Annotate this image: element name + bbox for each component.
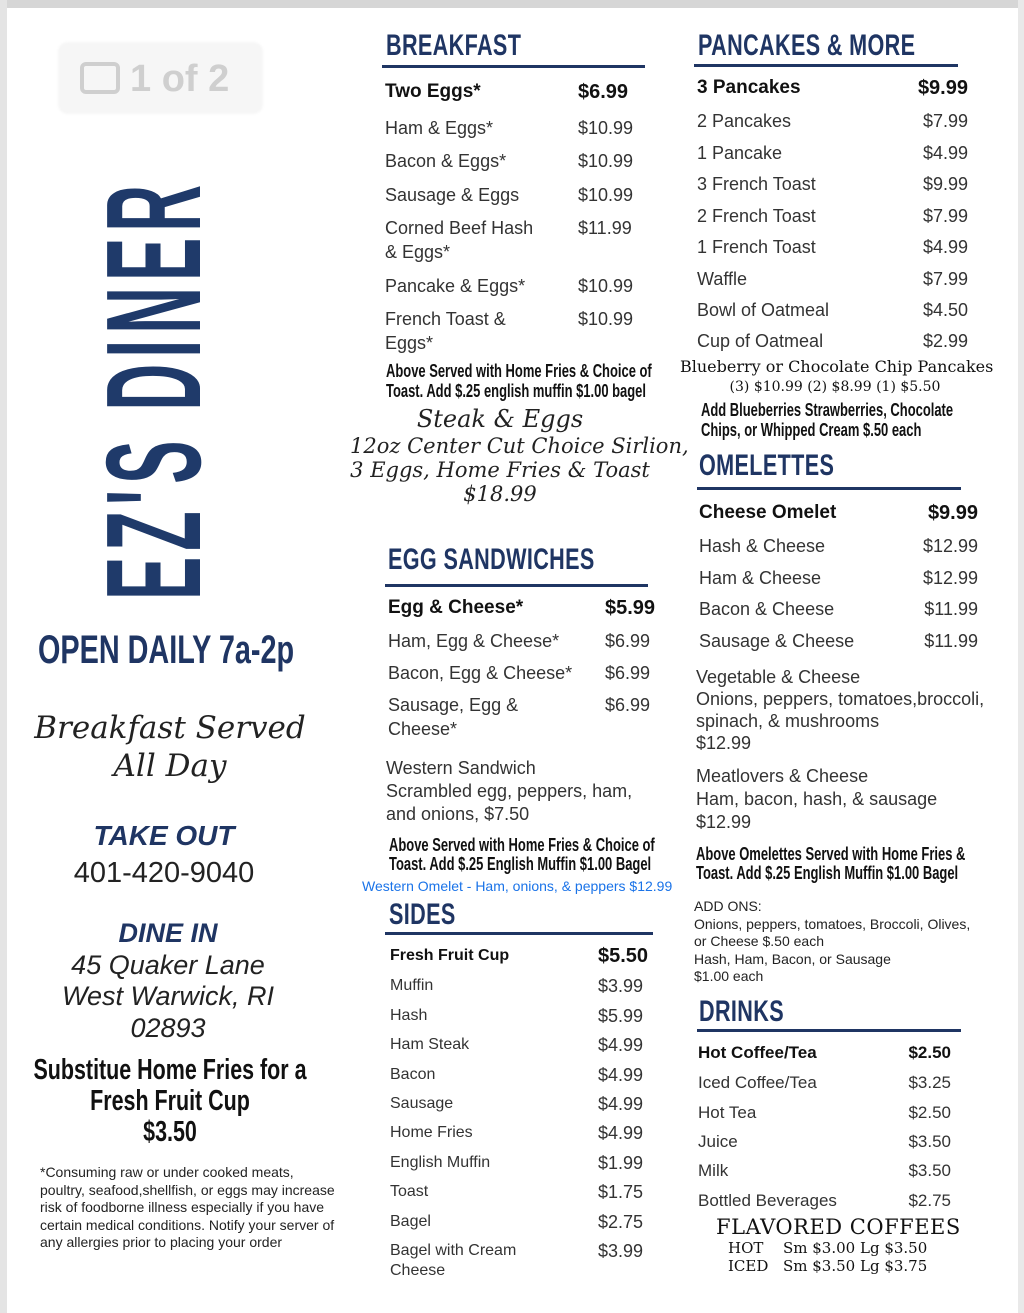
menu-item-price: $10.99 — [578, 185, 634, 205]
menu-item-name: 1 Pancake — [697, 143, 783, 163]
menu-item-name: Cup of Oatmeal — [697, 331, 824, 351]
menu-item-price: $11.99 — [924, 631, 978, 651]
menu-item-name: Ham Steak — [390, 1036, 470, 1053]
omelette-addons: or Cheese $.50 each — [694, 933, 824, 949]
flavored-type: ICED — [728, 1257, 769, 1275]
menu-item-name: Cheese Omelet — [699, 502, 837, 523]
menu-item-name: French Toast & Eggs* — [385, 309, 506, 353]
disclaimer-line: certain medical conditions. Notify your server of — [40, 1216, 335, 1233]
menu-item-name: Ham & Eggs* — [385, 118, 494, 138]
menu-item-name: Corned Beef Hash & Eggs* — [385, 218, 534, 262]
steak-and-eggs: 3 Eggs, Home Fries & Toast — [350, 458, 650, 482]
menu-item-price: $9.99 — [917, 77, 968, 99]
menu-item-price: $9.99 — [927, 502, 978, 524]
menu-item-price: $4.50 — [922, 300, 968, 320]
menu-item-name: Bagel — [390, 1213, 431, 1230]
menu-item-price: $7.99 — [922, 111, 968, 131]
menu-item-price: $6.99 — [605, 631, 651, 651]
flavored-type: HOT — [728, 1239, 764, 1257]
menu-item-price: $10.99 — [578, 276, 634, 296]
omelette-addons: Onions, peppers, tomatoes, Broccoli, Olives, — [694, 915, 971, 932]
omelette-note: Toast. Add $.25 English Muffin $1.00 Bagel — [696, 863, 959, 883]
menu-item-name: Bacon & Eggs* — [385, 151, 507, 171]
menu-item-name: English Muffin — [390, 1154, 491, 1171]
disclaimer-line: risk of foodborne illness especially if you have — [40, 1199, 325, 1215]
menu-item-price: $3.99 — [598, 1241, 644, 1261]
flavored-large-price: Lg $3.50 — [860, 1239, 928, 1257]
served-line-1: Breakfast Served — [34, 710, 306, 746]
window-right-border — [1018, 0, 1024, 1313]
menu-item-name: 3 French Toast — [697, 174, 816, 194]
substitute-line: Substitue Home Fries for a — [33, 1054, 307, 1086]
menu-item-price: $11.99 — [924, 599, 978, 619]
substitute-line: $3.50 — [143, 1116, 197, 1148]
section-title-omelettes: OMELETTES — [699, 449, 835, 482]
omelette-note: Above Omelettes Served with Home Fries & — [696, 844, 966, 864]
egg-sandwich-note: Toast. Add $.25 English Muffin $1.00 Bagel — [389, 854, 652, 874]
menu-item-name: Bowl of Oatmeal — [697, 300, 830, 320]
vegetable-omelet: Vegetable & Cheese — [696, 667, 861, 687]
breakfast-rule — [382, 65, 645, 68]
disclaimer-line: poultry, seafood,shellfish, or eggs may increase — [40, 1181, 335, 1198]
section-title-pancakes: PANCAKES & MORE — [698, 29, 916, 62]
pancakes-rule — [694, 64, 958, 67]
window-left-border — [0, 0, 7, 1313]
section-title-sides: SIDES — [389, 898, 456, 931]
substitute-line: Fresh Fruit Cup — [90, 1085, 250, 1117]
menu-item-name: Pancake & Eggs* — [385, 276, 526, 296]
western-omelet-line: Western Omelet - Ham, onions, & peppers $12.99 — [362, 878, 673, 894]
section-title-egg-sandwiches: EGG SANDWICHES — [388, 543, 595, 576]
address-line-2: West Warwick, RI — [61, 981, 275, 1011]
omelette-addons: $1.00 each — [694, 968, 764, 984]
menu-item-price: $12.99 — [922, 536, 978, 556]
menu-item-price: $3.25 — [908, 1073, 951, 1092]
menu-item-name: Hot Coffee/Tea — [698, 1043, 817, 1062]
menu-item-name: Bacon — [390, 1066, 436, 1083]
omelette-addons: ADD ONS: — [694, 898, 762, 914]
menu-item-price: $1.75 — [598, 1182, 644, 1202]
blueberry-pancakes-prices: (3) $10.99 (2) $8.99 (1) $5.50 — [729, 379, 941, 395]
menu-item-name: Hash — [390, 1007, 428, 1024]
menu-item-name: Home Fries — [390, 1124, 473, 1141]
menu-item-price: $2.50 — [908, 1103, 951, 1122]
takeout-label: TAKE OUT — [93, 820, 235, 851]
menu-item-price: $10.99 — [578, 151, 634, 171]
menu-item-price: $5.50 — [598, 945, 649, 967]
menu-item-name: Two Eggs* — [385, 81, 481, 102]
egg-sandwiches-rule — [385, 584, 648, 587]
menu-item-name: Sausage & Cheese — [699, 631, 855, 651]
diner-logo: EZ'S DINER — [77, 178, 229, 600]
menu-item-price: $7.99 — [922, 269, 968, 289]
pancake-addons: Chips, or Whipped Cream $.50 each — [701, 420, 922, 440]
blueberry-pancakes: Blueberry or Chocolate Chip Pancakes — [680, 357, 994, 376]
menu-item-price: $10.99 — [578, 309, 634, 329]
menu-item-name: Juice — [698, 1132, 738, 1151]
dinein-label: DINE IN — [118, 918, 218, 948]
address-line-3: 02893 — [130, 1013, 206, 1043]
menu-item-price: $6.99 — [605, 695, 651, 715]
menu-item-price: $2.75 — [908, 1191, 951, 1210]
breakfast-note: Toast. Add $.25 english muffin $1.00 bagel — [386, 381, 646, 401]
menu-item-name: Fresh Fruit Cup — [390, 947, 510, 964]
western-sandwich: and onions, $7.50 — [386, 804, 530, 824]
menu-item-price: $4.99 — [598, 1065, 644, 1085]
menu-item-price: $12.99 — [922, 568, 978, 588]
menu-item-name: Egg & Cheese* — [388, 597, 524, 618]
menu-item-name: Muffin — [390, 977, 434, 994]
menu-item-name: Sausage, Egg & Cheese* — [388, 695, 519, 739]
menu-item-name: 2 Pancakes — [697, 111, 792, 131]
steak-and-eggs: Steak & Eggs — [416, 405, 584, 433]
menu-item-name: Sausage & Eggs — [385, 185, 520, 205]
phone-number[interactable]: 401-420-9040 — [73, 857, 255, 889]
egg-sandwich-note: Above Served with Home Fries & Choice of — [389, 835, 655, 855]
menu-item-name: 1 French Toast — [697, 237, 816, 257]
drinks-rule — [697, 1029, 961, 1032]
flavored-large-price: Lg $3.75 — [860, 1257, 928, 1275]
section-title-breakfast: BREAKFAST — [386, 29, 522, 62]
menu-item-price: $10.99 — [578, 118, 634, 138]
breakfast-note: Above Served with Home Fries & Choice of — [386, 361, 652, 381]
disclaimer-line: *Consuming raw or under cooked meats, — [40, 1164, 294, 1180]
menu-item-name: Bottled Beverages — [698, 1191, 837, 1210]
menu-item-price: $3.50 — [908, 1161, 951, 1180]
menu-item-price: $2.50 — [908, 1043, 951, 1062]
menu-item-price: $9.99 — [922, 174, 968, 194]
menu-item-name: Bacon & Cheese — [699, 599, 835, 619]
menu-item-price: $5.99 — [605, 597, 656, 619]
menu-item-price: $6.99 — [578, 81, 629, 103]
section-title-drinks: DRINKS — [699, 995, 784, 1028]
menu-item-price: $4.99 — [598, 1123, 644, 1143]
menu-item-price: $6.99 — [605, 663, 651, 683]
menu-item-price: $4.99 — [922, 237, 968, 257]
omelettes-rule — [697, 487, 961, 490]
menu-item-name: Bacon, Egg & Cheese* — [388, 663, 573, 683]
omelette-addons: Hash, Ham, Bacon, or Sausage — [694, 950, 891, 967]
menu-item-name: 2 French Toast — [697, 206, 816, 226]
menu-item-price: $4.99 — [598, 1035, 644, 1055]
vegetable-omelet: Onions, peppers, tomatoes,broccoli, — [696, 689, 985, 709]
disclaimer-line: any allergies prior to placing your order — [40, 1234, 283, 1250]
hours: OPEN DAILY 7a-2p — [38, 628, 295, 672]
vegetable-omelet: spinach, & mushrooms — [696, 711, 880, 731]
vegetable-omelet: $12.99 — [696, 733, 752, 753]
menu-item-name: Bagel with Cream Cheese — [390, 1242, 517, 1279]
meatlovers-omelet: $12.99 — [696, 812, 752, 832]
steak-and-eggs: $18.99 — [463, 482, 537, 506]
pancake-addons: Add Blueberries Strawberries, Chocolate — [701, 400, 954, 420]
menu-item-price: $2.75 — [598, 1212, 644, 1232]
menu-item-name: Hot Tea — [698, 1103, 757, 1122]
menu-item-name: Ham & Cheese — [699, 568, 822, 588]
menu-item-price: $1.99 — [598, 1153, 644, 1173]
menu-item-price: $5.99 — [598, 1006, 644, 1026]
meatlovers-omelet: Meatlovers & Cheese — [696, 766, 869, 786]
menu-item-price: $4.99 — [922, 143, 968, 163]
menu-item-price: $3.99 — [598, 976, 644, 996]
menu-item-name: Waffle — [697, 269, 748, 289]
page-indicator-text: 1 of 2 — [130, 58, 230, 100]
western-sandwich: Western Sandwich — [386, 758, 536, 778]
menu-item-name: Sausage — [390, 1095, 454, 1112]
menu-item-name: Toast — [390, 1183, 429, 1200]
western-sandwich: Scrambled egg, peppers, ham, — [386, 781, 633, 801]
meatlovers-omelet: Ham, bacon, hash, & sausage — [696, 789, 938, 809]
menu-item-price: $3.50 — [908, 1132, 951, 1151]
sides-rule — [385, 932, 653, 935]
menu-item-name: Milk — [698, 1161, 729, 1180]
menu-item-name: Hash & Cheese — [699, 536, 826, 556]
menu-item-price: $11.99 — [578, 218, 632, 238]
menu-item-price: $2.99 — [922, 331, 968, 351]
served-line-2: All Day — [113, 748, 227, 784]
menu-item-name: Iced Coffee/Tea — [698, 1073, 817, 1092]
menu-item-price: $7.99 — [922, 206, 968, 226]
window-top-border — [0, 0, 1024, 8]
menu-item-name: Ham, Egg & Cheese* — [388, 631, 560, 651]
address-line-1: 45 Quaker Lane — [71, 950, 265, 980]
flavored-small-price: Sm $3.00 — [783, 1239, 856, 1257]
sidebar-icon — [80, 62, 120, 94]
flavored-coffees-title: FLAVORED COFFEES — [716, 1215, 961, 1239]
menu-item-price: $4.99 — [598, 1094, 644, 1114]
steak-and-eggs: 12oz Center Cut Choice Sirlion, — [350, 434, 689, 458]
menu-item-name: 3 Pancakes — [697, 77, 801, 98]
flavored-small-price: Sm $3.50 — [783, 1257, 856, 1275]
